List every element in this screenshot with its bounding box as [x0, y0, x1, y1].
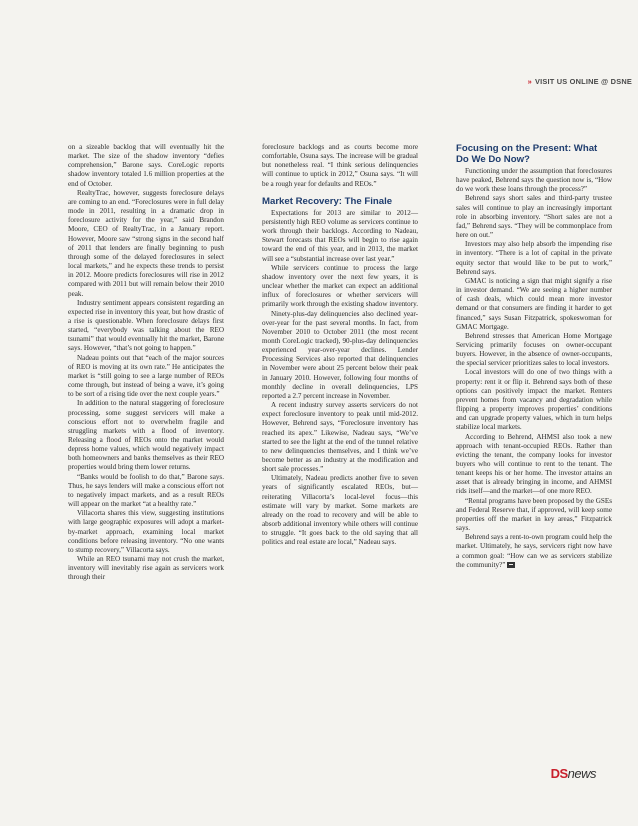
paragraph: In addition to the natural staggering of foreclosure processing, some suggest servicers will make a conscious effort not to overwhelm fragile and struggling markets with a flood of inventory. Releasing a flood of REOs onto the market would depress home values, which would negatively impact both homeowners and banks themselves as their REO properties would bring them lower returns. [68, 399, 224, 472]
paragraph: Villacorta shares this view, suggesting institutions with large geographic exposures will adopt a market-by-market approach, examining local market conditions before releasing inventory. “No one wants to stump recovery,” Villacorta says. [68, 509, 224, 554]
paragraph: RealtyTrac, however, suggests foreclosure delays are coming to an end. “Foreclosures were in full delay mode in 2011, resulting in a dramatic drop in foreclosure activity for the year,” said Brandon Moore, CEO of RealtyTrac, in a January report. However, Moore saw “strong signs in the second half of 2011 that lenders are finally beginning to push through some of the delayed foreclosures in select local markets,” and he expects these trends to persist in 2012. Moore predicts foreclosures will rise in 2012 compared with 2011 but will remain below their 2010 peak. [68, 188, 224, 298]
paragraph: While servicers continue to process the large shadow inventory over the next few years, it is unclear whether the market can expect an additional influx of foreclosures or whether servicers will primarily work through the existing shadow inventory. [262, 263, 419, 309]
article-column-3 [456, 143, 612, 570]
paragraph: Industry sentiment appears consistent regarding an expected rise in inventory this year, but how drastic of a rise is questionable. When foreclosure delays first started, “everybody was talking about the REO tsunami” that would eventually hit the market, Barone says. However, “that’s not going to happen.” [68, 298, 224, 353]
paragraph: GMAC is noticing a sign that might signify a rise in investor demand. “We are seeing a higher number of cash deals, which could mean more investor demand or that consumers are finding it harder to get financed,” says Susan Fitzpatrick, spokeswoman for GMAC Mortgage. [456, 276, 612, 331]
paragraph: “Banks would be foolish to do that,” Barone says. Thus, he says lenders will make a conscious effort not to negatively impact markets, and as a result REOs will appear on the market “at a healthy rate.” [68, 472, 224, 509]
section-heading-focusing-on-present: Focusing on the Present: What Do We Do Now? [456, 143, 598, 165]
paragraph-text: Behrend says a rent-to-own program could help the market. Ultimately, he says, servicers right now have a common goal: “How can we as servicers stabilize the community?” [456, 533, 612, 569]
chevron-right-icon: » [527, 77, 532, 86]
article-column-1 [68, 143, 224, 583]
logo-news: news [567, 766, 596, 781]
paragraph: Behrend says short sales and third-party trustee sales will continue to play an increasingly important role in absorbing inventory. “Short sales are not a fad,” Behrend says. “They will be commonplace from here on out.” [456, 194, 612, 240]
dsnews-logo [551, 766, 596, 781]
paragraph: foreclosure backlogs and as courts become more comfortable, Osuna says. The increase will be gradual but nonetheless real. “I think serious delinquencies will continue to uptick in 2012,” Osuna says. “It will be a rough year for defaults and REOs.” [262, 143, 418, 188]
paragraph: Nadeau points out that “each of the major sources of REO is moving at its own rate.” He anticipates the market is “still going to see a large number of REOs come through, but instead of being a wave, it’s going to be sort of a rising tide over the next couple years.” [68, 353, 224, 399]
paragraph: While an REO tsunami may not crush the market, inventory will inevitably rise again as servicers work through their [68, 555, 224, 582]
paragraph-final [456, 533, 612, 570]
paragraph: According to Behrend, AHMSI also took a new approach with tenant-occupied REOs. Rather than evicting the tenant, the company looks for investor buyers who will continue to rent to the tenant. The tenant keeps his or her home. The investor attains an asset that is already bringing in income, and AHMSI rids itself—and the market—of one more REO. [456, 432, 612, 496]
logo-ds: DS [550, 766, 568, 781]
paragraph: “Rental programs have been proposed by the GSEs and Federal Reserve that, if approved, will keep some properties off the market in key areas,” Fitzpatrick says. [456, 496, 612, 533]
visit-us-online-text: VISIT US ONLINE @ DSNE [534, 77, 632, 86]
paragraph: Expectations for 2013 are similar to 2012—persistently high REO volume as servicers continue to work through their backlogs. According to Nadeau, Stewart forecasts that REOs will begin to rise again toward the end of this year, and in 2013, the market will see a “substantial increase over last year.” [262, 208, 418, 263]
paragraph: Local investors will do one of two things with a property: rent it or flip it. Behrend says both of these options can positively impact the market. Renters prevent homes from vacancy and degradation while flipping a property improves properties’ conditions and can upgrade property values, which in turn helps stabilize local markets. [456, 368, 612, 432]
paragraph: Ninety-plus-day delinquencies also declined year-over-year for the past several months. In fact, from November 2010 to October 2011 (the most recent month CoreLogic tracked), 90-plus-day delinquencies experienced year-over-year declines. Lender Processing Services also reported that delinquencies in November were about 25 percent below their peak in January 2010. However, following four months of monthly decline in overall delinquencies, LPS reported a 2.7 percent increase in November. [262, 309, 418, 400]
paragraph: A recent industry survey asserts servicers do not expect foreclosure inventory to peak until mid-2012. However, Behrend says, “Foreclosure inventory has reached its apex.” Likewise, Nadeau says, “We’ve started to see the light at the end of the tunnel relative to new delinquencies themselves, and I think we’ve become better as an industry at the modification and short sale processes.” [262, 401, 418, 474]
visit-us-online-link[interactable] [528, 77, 632, 86]
paragraph: Ultimately, Nadeau predicts another five to seven years of significantly escalated REOs, but—reiterating Villacorta’s local-level focus—this estimate will vary by market. Some markets are already on the road to recovery and will be able to absorb additional inventory while others will continue to struggle. “It goes back to the old saying that all politics and real estate are local,” Nadeau says. [262, 474, 418, 547]
paragraph: on a sizeable backlog that will eventually hit the market. The size of the shadow inventory “defies comprehension,” Barone says. CoreLogic reports shadow inventory totaled 1.6 million properties at the end of October. [68, 143, 224, 188]
paragraph: Investors may also help absorb the impending rise in inventory. “There is a lot of capital in the private equity sector that would like to be put to work,” Behrend says. [456, 240, 612, 276]
paragraph: Functioning under the assumption that foreclosures have peaked, Behrend says the question now is, “How do we work these loans through the process?” [456, 167, 612, 194]
end-of-article-icon [507, 562, 515, 568]
section-heading-market-recovery: Market Recovery: The Finale [262, 195, 393, 207]
article-column-2 [262, 143, 418, 548]
paragraph: Behrend stresses that American Home Mortgage Servicing primarily focuses on owner-occupant buyers. However, in the absence of owner-occupants, the special servicer prioritizes sales to local investors. [456, 331, 612, 368]
